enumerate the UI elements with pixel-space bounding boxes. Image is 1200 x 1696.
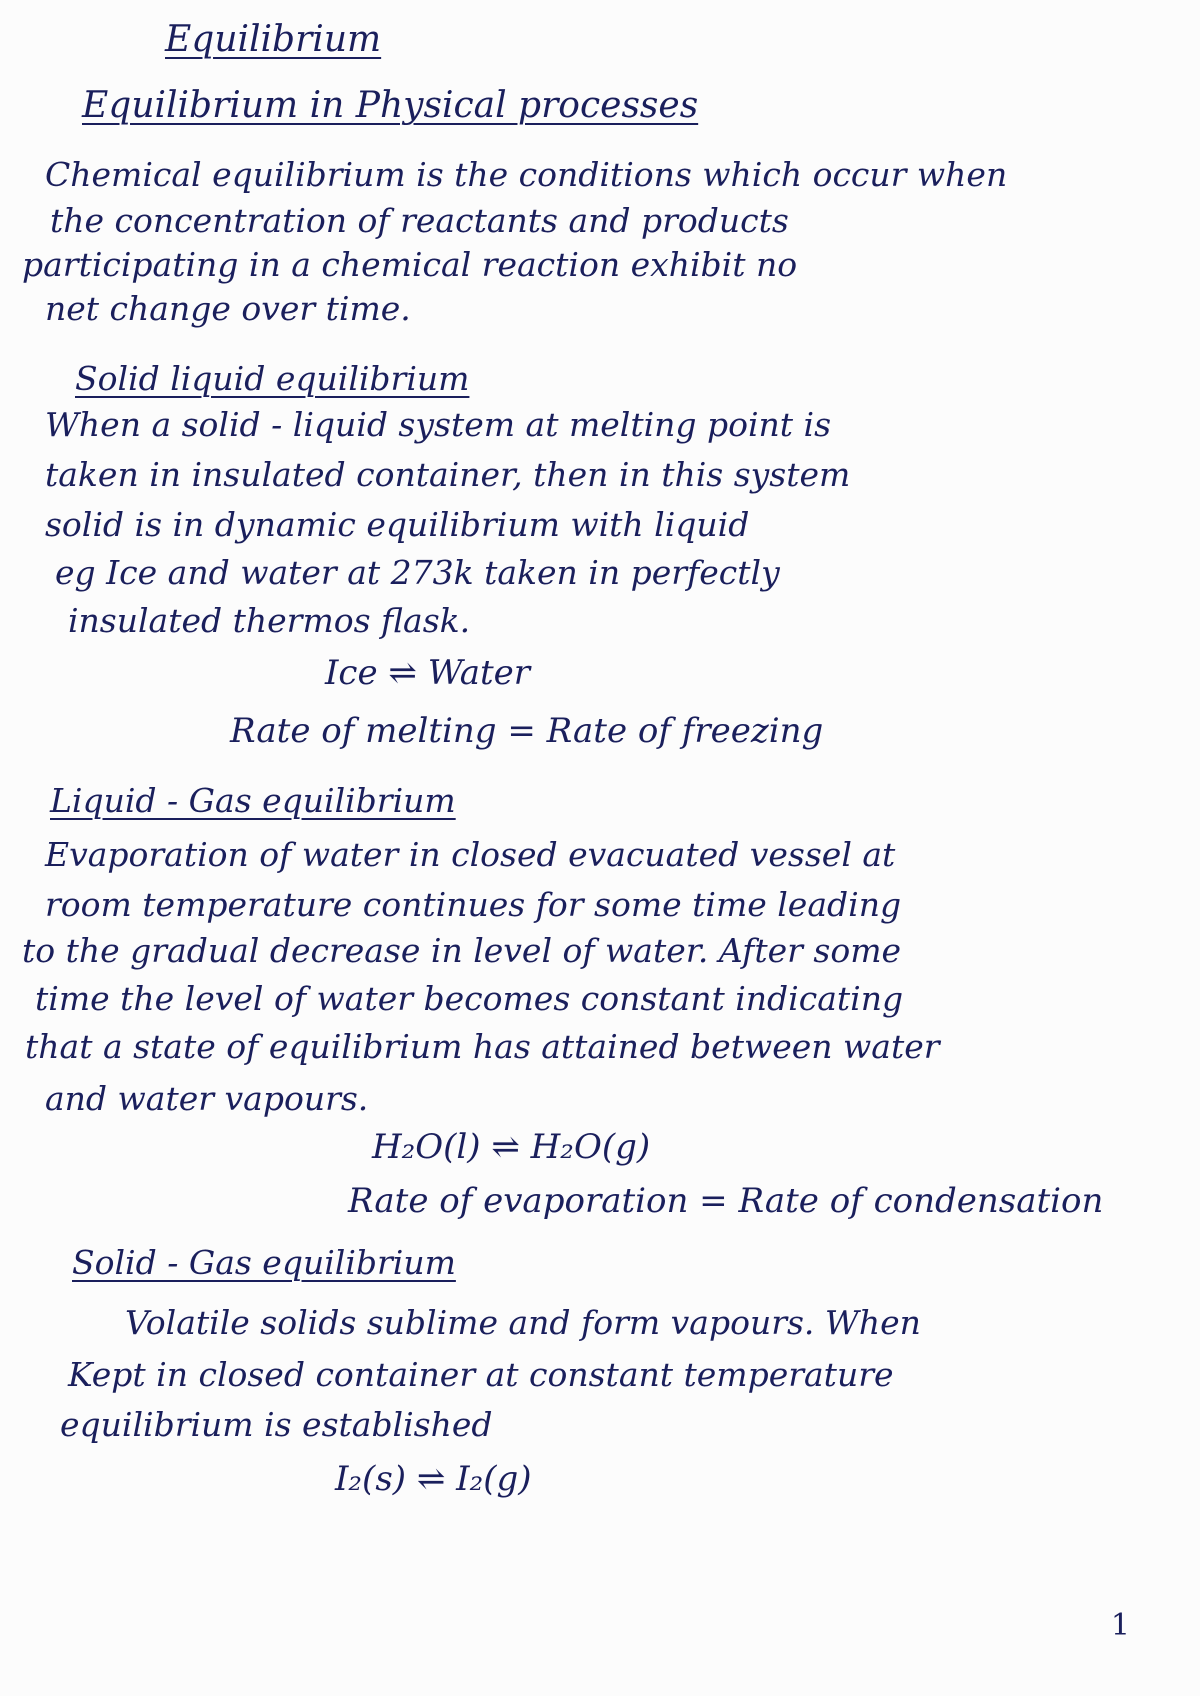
liquid-gas-line-1: Evaporation of water in closed evacuated vessel at (45, 835, 896, 874)
page-title: Equilibrium (165, 19, 382, 60)
liquid-gas-equation: H₂O(l) ⇌ H₂O(g) (372, 1127, 651, 1167)
solid-gas-equation: I₂(s) ⇌ I₂(g) (335, 1459, 532, 1499)
liquid-gas-rate: Rate of evaporation = Rate of condensation (348, 1181, 1104, 1221)
solid-liquid-line-5: insulated thermos flask. (68, 601, 471, 640)
solid-liquid-line-1: When a solid - liquid system at melting point is (45, 405, 832, 444)
liquid-gas-line-2: room temperature continues for some time leading (45, 885, 902, 924)
solid-liquid-line-4: eg Ice and water at 273k taken in perfectly (55, 553, 780, 592)
page-number: 1 (1110, 1608, 1130, 1643)
liquid-gas-line-6: and water vapours. (45, 1079, 369, 1118)
liquid-gas-heading: Liquid - Gas equilibrium (50, 781, 456, 820)
solid-gas-heading: Solid - Gas equilibrium (72, 1243, 456, 1282)
intro-line-4: net change over time. (45, 289, 411, 328)
intro-line-2: the concentration of reactants and products (50, 201, 789, 240)
solid-gas-line-3: equilibrium is established (60, 1405, 493, 1444)
section-subtitle: Equilibrium in Physical processes (82, 85, 699, 126)
solid-liquid-rate: Rate of melting = Rate of freezing (230, 711, 824, 751)
liquid-gas-line-3: to the gradual decrease in level of water. After some (22, 931, 902, 970)
intro-line-3: participating in a chemical reaction exhibit no (22, 245, 798, 284)
solid-liquid-heading: Solid liquid equilibrium (75, 359, 470, 398)
intro-line-1: Chemical equilibrium is the conditions which occur when (45, 155, 1008, 194)
liquid-gas-line-5: that a state of equilibrium has attained between water (25, 1027, 940, 1066)
solid-gas-line-1: Volatile solids sublime and form vapours. When (125, 1303, 921, 1342)
liquid-gas-line-4: time the level of water becomes constant indicating (35, 979, 904, 1018)
solid-liquid-line-3: solid is in dynamic equilibrium with liquid (45, 505, 750, 544)
solid-liquid-line-2: taken in insulated container, then in this system (45, 455, 851, 494)
solid-gas-line-2: Kept in closed container at constant temperature (68, 1355, 894, 1394)
solid-liquid-equation: Ice ⇌ Water (325, 653, 530, 693)
